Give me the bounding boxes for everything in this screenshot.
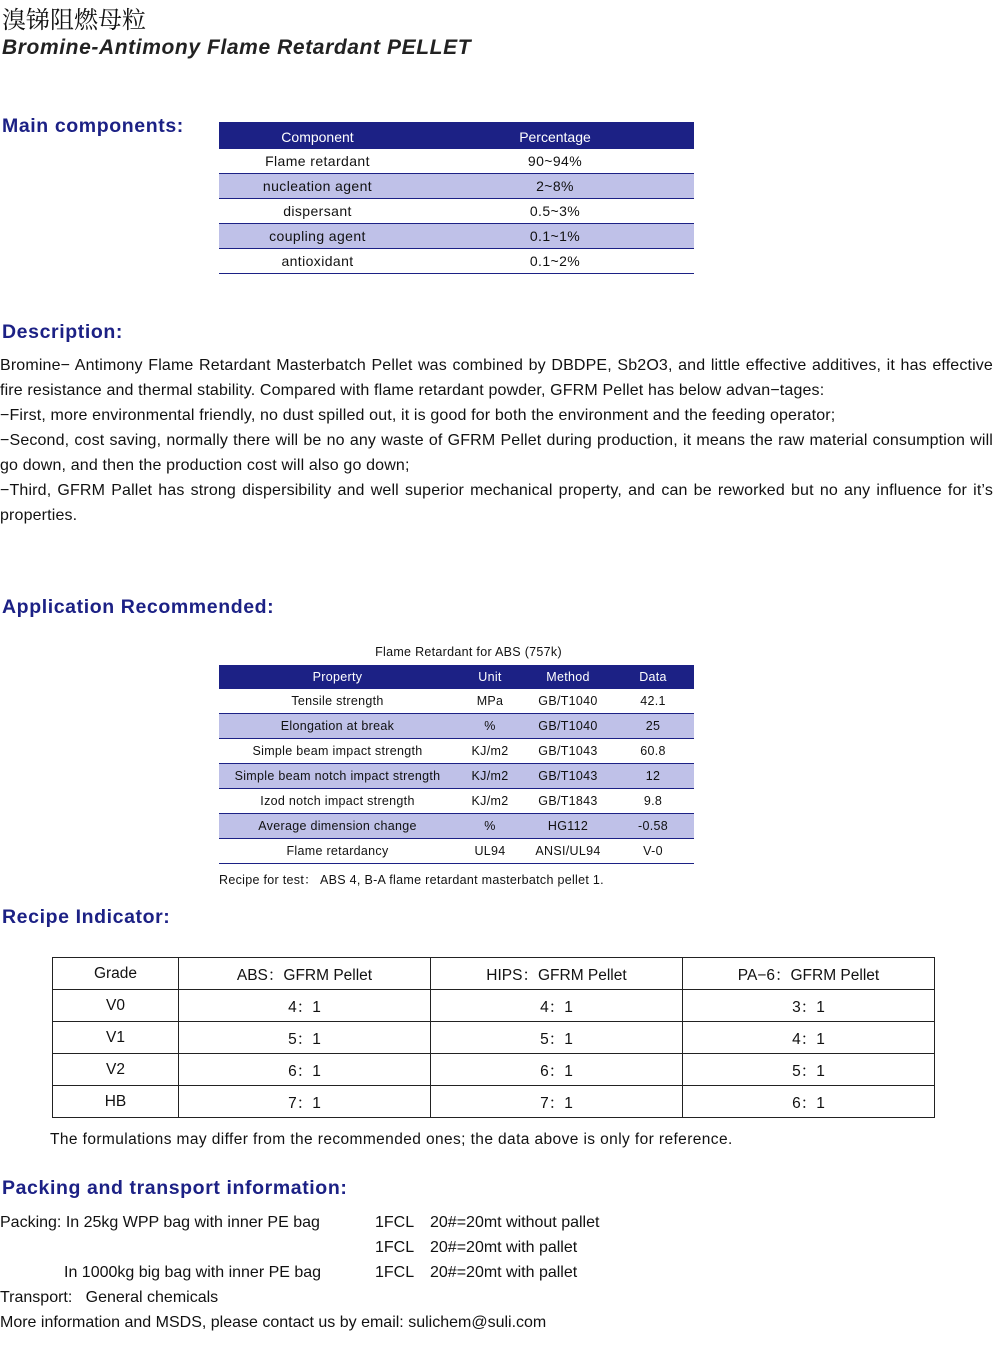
- description-body: [0, 353, 993, 528]
- property-name: Flame retardancy: [219, 839, 456, 864]
- property-method: GB/T1043: [524, 739, 612, 764]
- header-component: Component: [219, 122, 416, 149]
- grade-cell: HB: [53, 1086, 179, 1118]
- recipe-reference-note: The formulations may differ from the recommended ones; the data above is only for reference.: [50, 1131, 733, 1148]
- property-value: 25: [612, 714, 694, 739]
- property-unit: %: [456, 814, 524, 839]
- property-method: HG112: [524, 814, 612, 839]
- property-value: 42.1: [612, 689, 694, 714]
- header-abs: ABS：GFRM Pellet: [179, 958, 431, 990]
- property-name: Average dimension change: [219, 814, 456, 839]
- table-row: [219, 174, 694, 199]
- table-row: [219, 249, 694, 274]
- table-header-row: [219, 665, 694, 689]
- component-percentage: 2~8%: [416, 174, 694, 199]
- component-name: dispersant: [219, 199, 416, 224]
- property-name: Simple beam impact strength: [219, 739, 456, 764]
- property-unit: %: [456, 714, 524, 739]
- table-row: [219, 199, 694, 224]
- description-paragraph: −Third, GFRM Pallet has strong dispersibility and well superior mechanical property, and can be reworked but no any influence for it’s properties.: [0, 482, 993, 524]
- property-table: [219, 665, 694, 864]
- property-value: 12: [612, 764, 694, 789]
- property-value: -0.58: [612, 814, 694, 839]
- recipe-for-test-note: Recipe for test： ABS 4, B-A flame retardant masterbatch pellet 1.: [219, 873, 604, 887]
- component-name: Flame retardant: [219, 149, 416, 174]
- recipe-table: [52, 957, 935, 1118]
- header-pa6: PA−6：GFRM Pellet: [683, 958, 935, 990]
- property-name: Tensile strength: [219, 689, 456, 714]
- property-unit: MPa: [456, 689, 524, 714]
- property-unit: KJ/m2: [456, 789, 524, 814]
- property-value: V-0: [612, 839, 694, 864]
- component-percentage: 0.1~2%: [416, 249, 694, 274]
- property-method: ANSI/UL94: [524, 839, 612, 864]
- table-row: [53, 1086, 935, 1118]
- packing-line-2-value: 20#=20mt with pallet: [430, 1239, 578, 1256]
- transport-line: Transport: General chemicals: [0, 1289, 219, 1306]
- title-chinese: 溴锑阻燃母粒: [2, 6, 146, 34]
- table-row: [53, 1022, 935, 1054]
- ratio-cell: 6：1: [683, 1086, 935, 1118]
- more-info-line: More information and MSDS, please contact us by email: sulichem@suli.com: [0, 1314, 547, 1331]
- header-grade: Grade: [53, 958, 179, 990]
- description-paragraph: −Second, cost saving, normally there will be no any waste of GFRM Pellet during production, it means the raw material consumption will go down, and then the production cost will also go down;: [0, 432, 993, 474]
- property-table-caption: Flame Retardant for ABS (757k): [375, 645, 562, 659]
- packing-line-2-fcl: 1FCL: [375, 1239, 415, 1256]
- component-percentage: 0.1~1%: [416, 224, 694, 249]
- table-row: [219, 739, 694, 764]
- ratio-cell: 5：1: [683, 1054, 935, 1086]
- property-method: GB/T1843: [524, 789, 612, 814]
- ratio-cell: 6：1: [431, 1054, 683, 1086]
- property-name: Izod notch impact strength: [219, 789, 456, 814]
- ratio-cell: 5：1: [179, 1022, 431, 1054]
- ratio-cell: 5：1: [431, 1022, 683, 1054]
- property-method: GB/T1040: [524, 714, 612, 739]
- description-paragraph: −First, more environmental friendly, no dust spilled out, it is good for both the environment and the feeding operator;: [0, 407, 836, 424]
- property-unit: KJ/m2: [456, 764, 524, 789]
- table-row: [219, 149, 694, 174]
- packing-line-3-fcl: 1FCL: [375, 1264, 415, 1281]
- ratio-cell: 4：1: [179, 990, 431, 1022]
- table-row: [53, 1054, 935, 1086]
- components-table: [219, 122, 694, 274]
- component-percentage: 0.5~3%: [416, 199, 694, 224]
- table-row: [219, 224, 694, 249]
- component-name: nucleation agent: [219, 174, 416, 199]
- packing-line-1-fcl: 1FCL: [375, 1214, 415, 1231]
- table-row: [219, 839, 694, 864]
- property-method: GB/T1043: [524, 764, 612, 789]
- grade-cell: V1: [53, 1022, 179, 1054]
- title-english: Bromine-Antimony Flame Retardant PELLET: [2, 36, 472, 59]
- property-unit: KJ/m2: [456, 739, 524, 764]
- ratio-cell: 6：1: [179, 1054, 431, 1086]
- packing-heading: Packing and transport information:: [2, 1177, 348, 1199]
- table-header-row: [219, 122, 694, 149]
- property-method: GB/T1040: [524, 689, 612, 714]
- header-hips: HIPS：GFRM Pellet: [431, 958, 683, 990]
- header-unit: Unit: [456, 665, 524, 689]
- table-header-row: [53, 958, 935, 990]
- ratio-cell: 7：1: [179, 1086, 431, 1118]
- property-value: 9.8: [612, 789, 694, 814]
- main-components-heading: Main components:: [2, 115, 184, 137]
- property-value: 60.8: [612, 739, 694, 764]
- ratio-cell: 7：1: [431, 1086, 683, 1118]
- packing-line-1-value: 20#=20mt without pallet: [430, 1214, 600, 1231]
- ratio-cell: 4：1: [683, 1022, 935, 1054]
- recipe-heading: Recipe Indicator:: [2, 906, 171, 928]
- ratio-cell: 3：1: [683, 990, 935, 1022]
- description-heading: Description:: [2, 321, 123, 343]
- table-row: [53, 990, 935, 1022]
- header-percentage: Percentage: [416, 122, 694, 149]
- table-row: [219, 714, 694, 739]
- header-property: Property: [219, 665, 456, 689]
- table-row: [219, 689, 694, 714]
- packing-line-1-label: Packing: In 25kg WPP bag with inner PE bag: [0, 1214, 320, 1231]
- description-paragraph: Bromine− Antimony Flame Retardant Masterbatch Pellet was combined by DBDPE, Sb2O3, and little effective additives, it has effective fire resistance and thermal stability. Compared with flame retardant powder, GFRM Pellet has below advan−tages:: [0, 357, 993, 399]
- table-row: [219, 764, 694, 789]
- component-name: antioxidant: [219, 249, 416, 274]
- table-row: [219, 789, 694, 814]
- table-row: [219, 814, 694, 839]
- packing-line-3-label: In 1000kg big bag with inner PE bag: [64, 1264, 322, 1281]
- property-name: Simple beam notch impact strength: [219, 764, 456, 789]
- header-data: Data: [612, 665, 694, 689]
- ratio-cell: 4：1: [431, 990, 683, 1022]
- grade-cell: V2: [53, 1054, 179, 1086]
- packing-line-3-value: 20#=20mt with pallet: [430, 1264, 578, 1281]
- header-method: Method: [524, 665, 612, 689]
- property-unit: UL94: [456, 839, 524, 864]
- component-percentage: 90~94%: [416, 149, 694, 174]
- grade-cell: V0: [53, 990, 179, 1022]
- component-name: coupling agent: [219, 224, 416, 249]
- property-name: Elongation at break: [219, 714, 456, 739]
- application-heading: Application Recommended:: [2, 596, 275, 618]
